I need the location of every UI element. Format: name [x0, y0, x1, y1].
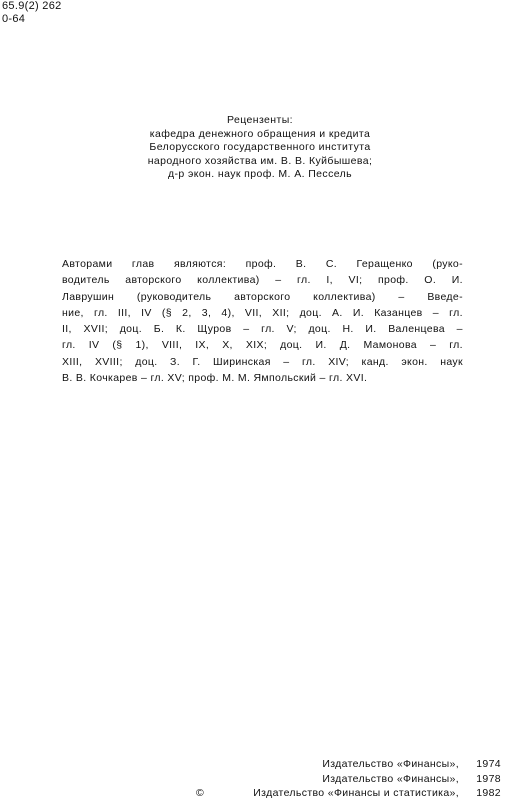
reviewers-heading: Рецензенты: — [227, 114, 293, 126]
authors-word: авторского — [234, 290, 291, 303]
authors-word: проф. — [188, 372, 223, 385]
authors-word: – — [140, 372, 151, 385]
authors-word: (§ — [161, 306, 172, 319]
reviewers-line: Белорусского государственного института — [149, 141, 371, 153]
authors-word: Валенцева — [388, 323, 445, 336]
authors-line — [62, 354, 463, 370]
authors-word: II, — [62, 323, 72, 336]
authors-word: доц. — [135, 355, 158, 368]
authors-line — [62, 289, 463, 305]
authors-word: III, — [117, 306, 131, 319]
authors-word: – — [319, 372, 330, 385]
authors-word: XV; — [167, 372, 189, 385]
authors-word: В. — [75, 372, 90, 385]
authors-word: доц. — [280, 339, 303, 352]
authors-word: XVI. — [345, 372, 368, 385]
authors-word: IX, — [195, 339, 210, 352]
authors-word: В. — [62, 372, 76, 385]
authors-word: доц. — [299, 306, 322, 319]
authors-word: X, — [222, 339, 233, 352]
authors-word: В. — [295, 258, 307, 270]
authors-word: гл. — [329, 372, 346, 385]
authors-word: XVIII; — [94, 355, 123, 368]
copyright-symbol: © — [196, 787, 205, 799]
authors-word: Щуров — [197, 323, 232, 336]
authors-word: гл. — [62, 339, 76, 352]
authors-word: гл. — [261, 323, 275, 336]
authors-word: З. — [170, 355, 180, 368]
authors-word: Д. — [339, 339, 351, 352]
authors-word: Казанцев — [374, 306, 423, 319]
imprint-year: 1974 — [476, 758, 501, 770]
imprint-publisher: Издательство «Финансы», — [322, 772, 459, 785]
authors-word: (§ — [112, 339, 123, 352]
authors-word: проф. — [378, 274, 409, 287]
reviewers-line: д-р экон. наук проф. М. А. Пессель — [167, 168, 353, 180]
authors-word: Кочкарев — [89, 372, 141, 385]
authors-word: К. — [175, 323, 186, 336]
authors-word: XIX; — [245, 339, 268, 352]
author-mark: 0-64 — [2, 13, 26, 25]
imprint-year: 1978 — [476, 772, 501, 785]
authors-word: И. — [352, 306, 365, 319]
authors-word: – — [275, 274, 282, 287]
authors-word: И. — [451, 274, 463, 287]
imprint-row — [196, 786, 501, 801]
authors-word: 4), — [221, 306, 235, 319]
authors-word: I, — [326, 274, 333, 287]
authors-word: коллектива) — [313, 290, 376, 303]
imprint-block — [196, 757, 501, 801]
authors-word: И. — [315, 339, 327, 352]
authors-word: IV — [141, 306, 152, 319]
authors-word: Г. — [192, 355, 201, 368]
authors-line — [62, 272, 463, 288]
authors-word: М. — [237, 372, 254, 385]
reviewers-block — [60, 114, 460, 182]
authors-word: гл. — [297, 274, 311, 287]
authors-line — [62, 337, 463, 353]
authors-word: авторского — [125, 274, 182, 287]
reviewers-line: народного хозяйства им. В. В. Куйбышева; — [147, 154, 373, 167]
authors-word: ние, — [62, 306, 84, 319]
authors-word: проф. — [245, 258, 277, 270]
imprint-row — [196, 757, 501, 772]
authors-word: доц. — [119, 323, 143, 336]
authors-word: 3, — [201, 306, 212, 319]
authors-word: являются: — [173, 258, 227, 270]
authors-word: XIV; — [328, 355, 350, 368]
authors-word: Мамонова — [363, 339, 417, 352]
authors-word: А. — [332, 306, 343, 319]
authors-word: 2, — [182, 306, 192, 319]
authors-word: Ширинская — [213, 355, 271, 368]
authors-word: И. — [365, 323, 377, 336]
authors-word: гл. — [94, 306, 108, 319]
authors-word: гл. — [449, 306, 463, 319]
authors-word: канд. — [361, 355, 389, 368]
authors-word: О. — [424, 274, 437, 287]
authors-word: глав — [131, 258, 155, 270]
authors-word: доц. — [308, 323, 331, 336]
authors-word: XII; — [272, 306, 290, 319]
authors-word: наук — [440, 355, 463, 368]
authors-word: гл. — [150, 372, 168, 385]
authors-word: VI; — [348, 274, 363, 287]
authors-word: С. — [325, 258, 338, 270]
authors-line — [62, 256, 463, 272]
reviewers-line: кафедра денежного обращения и кредита — [149, 127, 371, 140]
authors-word: – — [456, 323, 463, 336]
authors-word: IV — [88, 339, 100, 352]
imprint-row — [196, 772, 501, 787]
authors-word: XIII, — [62, 355, 83, 368]
authors-line — [62, 321, 463, 337]
authors-word: М. — [222, 372, 238, 385]
authors-word: – — [243, 323, 250, 336]
authors-word: экон. — [401, 355, 428, 368]
authors-word: Ямпольский — [253, 372, 320, 385]
authors-word: Авторами — [62, 258, 113, 270]
imprint-publisher: Издательство «Финансы», — [322, 758, 459, 770]
authors-word: XVII; — [83, 323, 109, 336]
classification-code — [2, 0, 62, 26]
authors-word: – — [432, 306, 439, 319]
authors-word: Геращенко — [356, 258, 413, 270]
authors-word: Введе- — [427, 290, 463, 303]
authors-paragraph — [62, 256, 463, 386]
authors-line — [62, 370, 463, 386]
authors-word: VIII, — [161, 339, 183, 352]
authors-word: Н. — [342, 323, 354, 336]
authors-word: – — [283, 355, 290, 368]
authors-line — [62, 305, 463, 321]
authors-word: V; — [286, 323, 297, 336]
authors-word: (руководитель — [136, 290, 212, 303]
authors-word: Лаврушин — [62, 290, 115, 303]
authors-word: 1), — [135, 339, 149, 352]
classification-index: 65.9(2) 262 — [2, 0, 62, 12]
authors-word: коллектива) — [197, 274, 260, 287]
imprint-year: 1982 — [476, 787, 501, 799]
authors-word: гл. — [301, 355, 316, 368]
authors-word: водитель — [62, 274, 110, 287]
authors-word: Б. — [153, 323, 165, 336]
authors-word: VII, — [244, 306, 263, 319]
authors-word: – — [398, 290, 405, 303]
authors-word: (руко- — [432, 258, 463, 270]
imprint-publisher: Издательство «Финансы и статистика», — [253, 787, 459, 799]
authors-word: – — [430, 339, 437, 352]
authors-word: гл. — [449, 339, 463, 352]
